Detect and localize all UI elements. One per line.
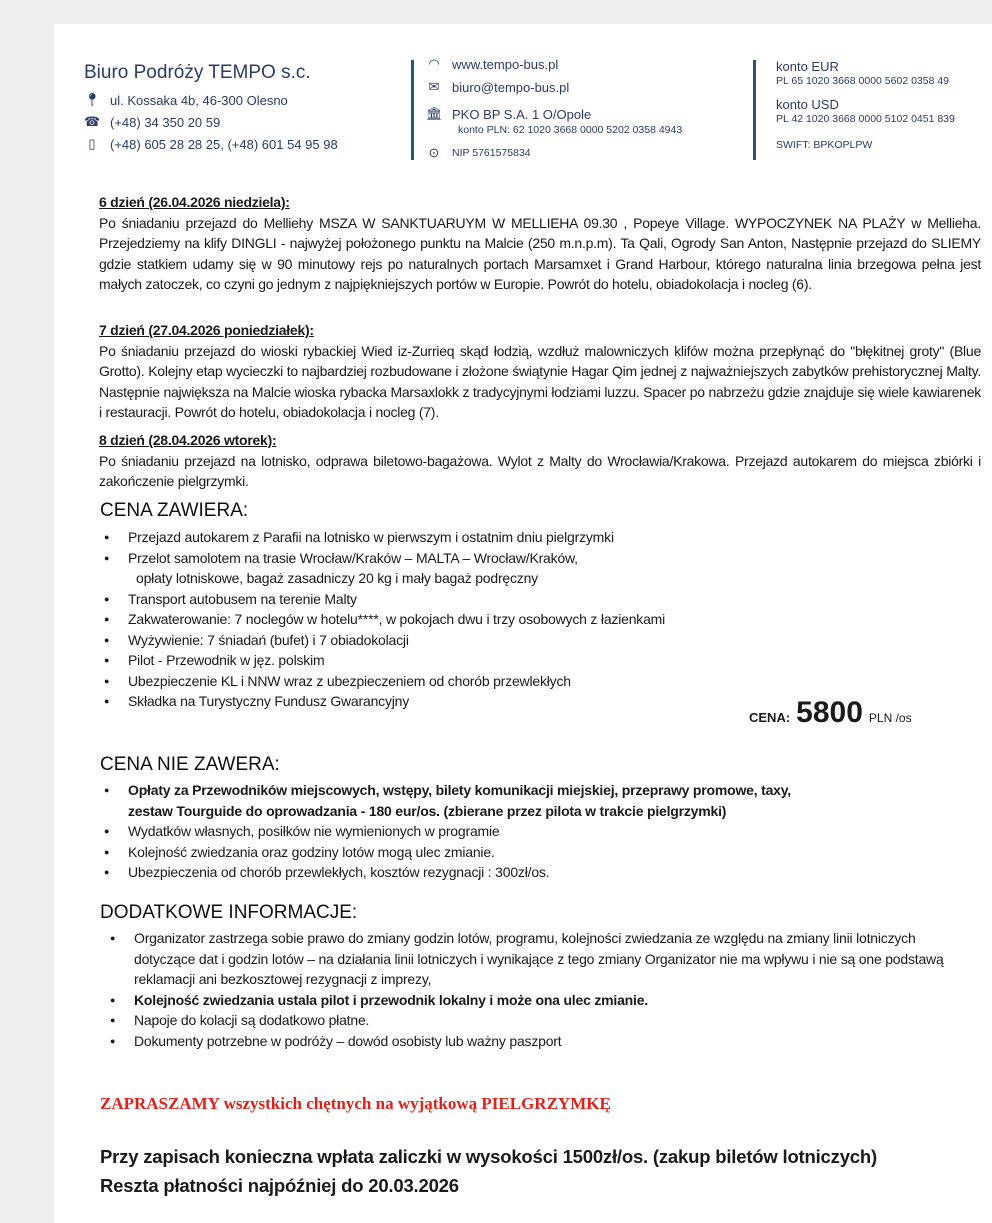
includes-list — [100, 527, 800, 712]
nip: NIP 5761575834 — [452, 147, 531, 159]
day-6 — [99, 192, 981, 295]
day-text: Po śniadaniu przejazd do Melliehy MSZA W SANKTUARUYM W MELLIEHA 09.30 , Popeye Village. WYPOCZYNEK NA PLAŻY w Mellieha. Przejedziemy na klify DINGLI - najwyżej położonego punktu na Malcie (250 m.n.p.m). Ta Qali, Ogrody San Anton, Następnie przejazd do SLIEMY gdzie statkiem udamy się w 90 minutowy rejs po naturalnych portach Marsamxet i Grand Harbour, którego naturalna linia brzegowa pełna jest małych zatoczek, co czyni go jednym z najpiękniejszych portów w Europie. Powrót do hotelu, obiadokolacja i nocleg (6). — [99, 214, 981, 292]
list-item: ● Wydatków własnych, posiłków nie wymienionych w programie — [100, 821, 900, 842]
account-pln: konto PLN: 62 1020 3668 0000 5202 0358 4943 — [458, 124, 683, 136]
wifi-icon: ◠ — [428, 56, 440, 71]
deposit-info: Przy zapisach konieczna wpłata zaliczki w wysokości 1500zł/os. (zakup biletów lotniczych) — [100, 1146, 877, 1167]
extra-title: DODATKOWE INFORMACJE: — [100, 902, 358, 923]
list-item: ● Ubezpieczenia od chorób przewlekłych, kosztów rezygnacji : 300zł/os. — [100, 862, 900, 883]
list-item: ● Organizator zastrzega sobie prawo do zmiany godzin lotów, programu, kolejności zwiedzania ze względu na zmiany linii lotniczych dotyczące dat i godzin lotów – na działania linii lotniczych i wynikające z tego zmiany Organizator nie ma wpływu i nie są one podstawą reklamacji ani bezkosztowej rezygnacji z imprezy, — [106, 928, 968, 990]
address: ul. Kossaka 4b, 46-300 Olesno — [110, 92, 288, 108]
usd-account: PL 42 1020 3668 0000 5102 0451 839 — [776, 113, 955, 125]
email-link[interactable]: biuro@tempo-bus.pl — [452, 79, 570, 95]
list-item: zestaw Tourguide do oprowadzania - 180 eur/os. (zbierane przez pilota w trakcie pielgrzymki) — [128, 802, 727, 819]
payment-deadline: Reszta płatności najpóźniej do 20.03.2026 — [100, 1175, 459, 1196]
list-item: ● Zakwaterowanie: 7 noclegów w hotelu****, w pokojach dwu i trzy osobowych z łazienkami — [100, 609, 800, 630]
price-unit: PLN /os — [868, 711, 912, 725]
list-item: ● Przelot samolotem na trasie Wrocław/Kraków – MALTA – Wrocław/Kraków, — [100, 548, 800, 569]
bank-icon: 🏛︎ — [426, 106, 443, 121]
list-item: ● Dokumenty potrzebne w podróży – dowód osobisty lub ważny paszport — [106, 1031, 968, 1052]
day-heading: 8 dzień (28.04.2026 wtorek): — [99, 432, 277, 448]
day-heading: 6 dzień (26.04.2026 niedziela): — [99, 194, 290, 210]
phone-icon: ☎ — [84, 114, 101, 129]
day-8 — [99, 430, 981, 492]
list-item: ● Składka na Turystyczny Fundusz Gwarancyjny — [100, 691, 800, 712]
day-text: Po śniadaniu przejazd do wioski rybackiej Wied iz-Zurrieq skąd łodzią, wzdłuż malowniczych klifów można przepłynąć do "błękitnej groty" (Blue Grotto). Kolejny etap wycieczki to najbardziej rozbudowane i złożone świątynie Hagar Qim jednej z najważniejszych zabytków prehistorycznej Malty. Następnie największa na Malcie wioska rybacka Marsaxlokk z tradycyjnymi łodziami luzzu. Spacer po nabrzeżu gdzie znajduje się wiele kawiarenek i restauracji. Powrót do hotelu, obiadokolacja i nocleg (7). — [99, 342, 981, 420]
eur-label: konto EUR — [776, 59, 839, 74]
list-item: ● Pilot - Przewodnik w jęz. polskim — [100, 650, 800, 671]
swift: SWIFT: BPKOPLPW — [776, 139, 873, 151]
list-item: ● Kolejność zwiedzania oraz godziny lotów mogą ulec zmianie. — [100, 842, 900, 863]
day-heading: 7 dzień (27.04.2026 poniedziałek): — [99, 322, 314, 338]
envelope-icon: ✉ — [428, 79, 440, 94]
location-pin-icon: 📍︎ — [84, 92, 101, 107]
list-item: ● Wyżywienie: 7 śniadań (bufet) i 7 obiadokolacji — [100, 630, 800, 651]
day-7 — [99, 320, 981, 423]
invitation: ZAPRASZAMY wszystkich chętnych na wyjątkową PIELGRZYMKĘ — [100, 1094, 611, 1113]
excludes-list — [100, 780, 900, 883]
mobile: (+48) 605 28 28 25, (+48) 601 54 95 98 — [110, 136, 338, 152]
price-box — [749, 696, 912, 730]
list-item: ● Przejazd autokarem z Parafii na lotnisko w pierwszym i ostatnim dniu pielgrzymki — [100, 527, 800, 548]
list-item: ● Kolejność zwiedzania ustala pilot i przewodnik lokalny i może ona ulec zmianie. — [106, 990, 968, 1011]
excludes-title: CENA NIE ZAWERA: — [100, 754, 280, 775]
phone: (+48) 34 350 20 59 — [110, 114, 221, 130]
company-name: Biuro Podróży TEMPO s.c. — [84, 62, 311, 83]
divider — [411, 60, 414, 160]
divider — [753, 60, 756, 160]
bank: PKO BP S.A. 1 O/Opole — [452, 106, 592, 122]
document-page — [54, 24, 992, 1223]
includes-title: CENA ZAWIERA: — [100, 500, 249, 521]
price-label: CENA: — [749, 710, 791, 725]
list-item: ● Napoje do kolacji są dodatkowo płatne. — [106, 1010, 968, 1031]
extra-list — [106, 928, 968, 1051]
list-item: ● Transport autobusem na terenie Malty — [100, 589, 800, 610]
circle-arrow-icon: ⊙ — [428, 145, 440, 160]
list-item: ● Opłaty za Przewodników miejscowych, wstępy, bilety komunikacji miejskiej, przeprawy promowe, taxy, — [100, 780, 900, 801]
website-link[interactable]: www.tempo-bus.pl — [452, 56, 559, 72]
list-item: opłaty lotniskowe, bagaż zasadniczy 20 kg i mały bagaż podręczny — [136, 570, 538, 586]
usd-label: konto USD — [776, 97, 839, 112]
day-text: Po śniadaniu przejazd na lotnisko, odprawa biletowo-bagażowa. Wylot z Malty do Wrocławia/Krakowa. Przejazd autokarem do miejsca zbiórki i zakończenie pielgrzymki. — [99, 452, 981, 489]
mobile-icon: ▯ — [88, 136, 96, 151]
eur-account: PL 65 1020 3668 0000 5602 0358 49 — [776, 75, 950, 87]
price-value: 5800 — [796, 696, 863, 729]
list-item: ● Ubezpieczenie KL i NNW wraz z ubezpieczeniem od chorób przewlekłych — [100, 671, 800, 692]
